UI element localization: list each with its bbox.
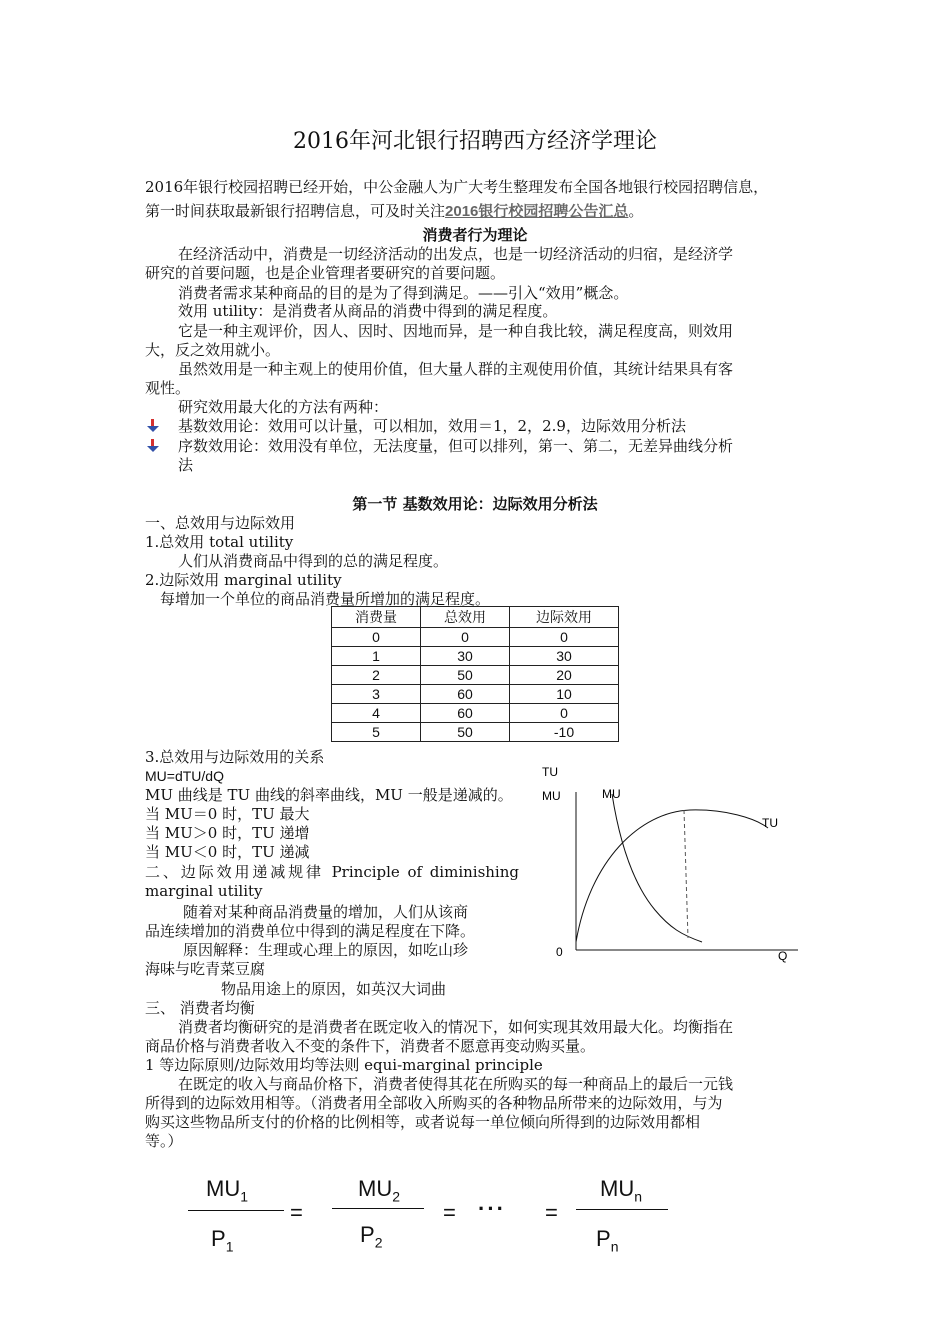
fraction-bar: [576, 1209, 668, 1210]
origin-label: 0: [556, 945, 563, 959]
section-heading-consumer-behavior: 消费者行为理论: [422, 226, 528, 244]
arrow-bullet-icon: [146, 419, 160, 433]
paragraph: 当 MU＝0 时，TU 最大: [145, 805, 310, 823]
paragraph: 消费者需求某种商品的目的是为了得到满足。——引入“效用”概念。: [178, 284, 629, 302]
tu-curve: [576, 810, 768, 942]
paragraph: 在既定的收入与商品价格下，消费者使得其花在所购买的每一种商品上的最后一元钱: [178, 1075, 734, 1093]
paragraph: 消费者均衡研究的是消费者在既定收入的情况下，如何实现其效用最大化。均衡指在: [178, 1018, 734, 1036]
paragraph: 效用 utility：是消费者从商品的消费中得到的满足程度。: [178, 302, 558, 320]
formula-numerator-n: [600, 1176, 642, 1204]
fraction-bar: [332, 1208, 424, 1209]
table-cell: 0: [421, 628, 510, 647]
table-cell: 60: [421, 685, 510, 704]
intro-line-2-suffix: 。: [628, 202, 644, 220]
subheading: 三、 消费者均衡: [145, 999, 255, 1017]
subscript: 2: [392, 1188, 401, 1205]
paragraph: 海味与吃青菜豆腐: [145, 960, 266, 978]
paragraph: 研究的首要问题，也是企业管理者要研究的首要问题。: [145, 264, 506, 282]
table-row: [332, 628, 619, 647]
p-symbol: P: [211, 1226, 226, 1251]
table-cell: 50: [421, 666, 510, 685]
paragraph: 等。）: [145, 1132, 183, 1150]
formula-numerator-1: [206, 1176, 248, 1204]
page-title: 2016年河北银行招聘西方经济学理论: [293, 129, 657, 154]
y-axis-label-mu: MU: [542, 789, 561, 803]
table-cell: 4: [332, 704, 421, 723]
table-cell: 0: [510, 628, 619, 647]
bullet-item: 基数效用论：效用可以计量，可以相加，效用＝1，2，2.9，边际效用分析法: [178, 417, 686, 435]
equals-sign: =: [290, 1200, 303, 1225]
max-tu-dashed-line: [684, 810, 688, 938]
subscript: n: [634, 1188, 643, 1205]
paragraph: 当 MU＞0 时，TU 递增: [145, 824, 310, 842]
table-cell: 50: [421, 723, 510, 742]
table-row: [332, 704, 619, 723]
table-cell: -10: [510, 723, 619, 742]
subheading: 3.总效用与边际效用的关系: [145, 748, 325, 766]
paragraph: 随着对某种商品消费量的增加，人们从该商: [183, 903, 469, 921]
subscript: 2: [374, 1234, 383, 1251]
table-cell: 30: [421, 647, 510, 666]
table-cell: 10: [510, 685, 619, 704]
column-header: 消费量: [332, 607, 421, 628]
subscript: n: [610, 1238, 619, 1255]
table-row: [332, 666, 619, 685]
recruitment-announcement-link[interactable]: 2016银行校园招聘公告汇总: [445, 203, 629, 220]
table-cell: 60: [421, 704, 510, 723]
table-cell: 3: [332, 685, 421, 704]
paragraph: 每增加一个单位的商品消费量所增加的满足程度。: [160, 590, 491, 608]
arrow-bullet-icon: [146, 439, 160, 453]
y-axis-label-tu: TU: [542, 765, 558, 779]
paragraph: 它是一种主观评价，因人、因时、因地而异，是一种自我比较，满足程度高，则效用: [178, 322, 734, 340]
paragraph: 所得到的边际效用相等。（消费者用全部收入所购买的各种物品所带来的边际效用，与为: [145, 1094, 723, 1112]
mu-curve-label: MU: [602, 787, 621, 801]
paragraph: 在经济活动中，消费是一切经济活动的出发点，也是一切经济活动的归宿，是经济学: [178, 245, 734, 263]
equals-sign: =: [545, 1200, 558, 1225]
subheading: 1 等边际原则/边际效用均等法则 equi-marginal principle: [145, 1056, 543, 1074]
bullet-item-continued: 法: [178, 456, 194, 474]
formula-denominator-1: [211, 1226, 233, 1254]
paragraph: 商品价格与消费者收入不变的条件下，消费者不愿意再变动购买量。: [145, 1037, 596, 1055]
paragraph: 研究效用最大化的方法有两种：: [178, 398, 389, 416]
section-heading-cardinal-utility: 第一节 基数效用论：边际效用分析法: [352, 495, 598, 513]
paragraph: 物品用途上的原因，如英汉大词曲: [221, 980, 447, 998]
mu-symbol: MU: [206, 1176, 241, 1201]
paragraph: 当 MU＜0 时，TU 递减: [145, 843, 310, 861]
subheading: 二、边际效用递减规律 Principle of diminishing: [145, 863, 519, 881]
mu-symbol: MU: [358, 1176, 393, 1201]
paragraph: 购买这些物品所支付的价格的比例相等，或者说每一单位倾向所得到的边际效用都相: [145, 1113, 701, 1131]
utility-table: [331, 606, 619, 742]
subheading: marginal utility: [145, 882, 263, 900]
paragraph: 大，反之效用就小。: [145, 341, 281, 359]
mu-symbol: MU: [600, 1176, 635, 1201]
equals-sign: =: [443, 1200, 456, 1225]
table-row: [332, 647, 619, 666]
formula-numerator-2: [358, 1176, 400, 1204]
table-cell: 1: [332, 647, 421, 666]
table-header-row: [332, 607, 619, 628]
equation-text: MU=dTU/dQ: [145, 768, 224, 784]
fraction-bar: [188, 1210, 284, 1211]
table-cell: 0: [332, 628, 421, 647]
intro-line-2-prefix: 第一时间获取最新银行招聘信息，可及时关注: [145, 202, 446, 220]
subheading: 1.总效用 total utility: [145, 533, 294, 551]
formula-denominator-2: [360, 1222, 382, 1250]
subscript: 1: [240, 1188, 249, 1205]
formula-denominator-n: [596, 1226, 618, 1254]
table-row: [332, 685, 619, 704]
intro-line-2: [145, 202, 643, 221]
paragraph: 观性。: [145, 379, 191, 397]
subscript: 1: [225, 1238, 234, 1255]
table-cell: 2: [332, 666, 421, 685]
table-cell: 20: [510, 666, 619, 685]
table-row: [332, 723, 619, 742]
paragraph: 虽然效用是一种主观上的使用价值，但大量人群的主观使用价值，其统计结果具有客: [178, 360, 734, 378]
tu-mu-graph: [530, 760, 800, 970]
paragraph: 原因解释：生理或心理上的原因，如吃山珍: [183, 941, 469, 959]
table-cell: 0: [510, 704, 619, 723]
table-cell: 30: [510, 647, 619, 666]
mu-curve: [612, 794, 702, 942]
column-header: 总效用: [421, 607, 510, 628]
ellipsis: ···: [478, 1196, 506, 1221]
paragraph: 人们从消费商品中得到的总的满足程度。: [178, 552, 449, 570]
x-axis-label-q: Q: [778, 949, 788, 963]
table-cell: 5: [332, 723, 421, 742]
column-header: 边际效用: [510, 607, 619, 628]
paragraph: 品连续增加的消费单位中得到的满足程度在下降。: [145, 922, 476, 940]
subheading: 2.边际效用 marginal utility: [145, 571, 342, 589]
p-symbol: P: [596, 1226, 611, 1251]
p-symbol: P: [360, 1222, 375, 1247]
tu-curve-label: TU: [762, 816, 778, 830]
bullet-item: 序数效用论：效用没有单位，无法度量，但可以排列，第一、第二，无差异曲线分析: [178, 437, 734, 455]
intro-line-1: 2016年银行校园招聘已经开始，中公金融人为广大考生整理发布全国各地银行校园招聘信息，: [145, 178, 769, 196]
subheading: 一、总效用与边际效用: [145, 514, 296, 532]
paragraph: MU 曲线是 TU 曲线的斜率曲线，MU 一般是递减的。: [145, 786, 513, 804]
